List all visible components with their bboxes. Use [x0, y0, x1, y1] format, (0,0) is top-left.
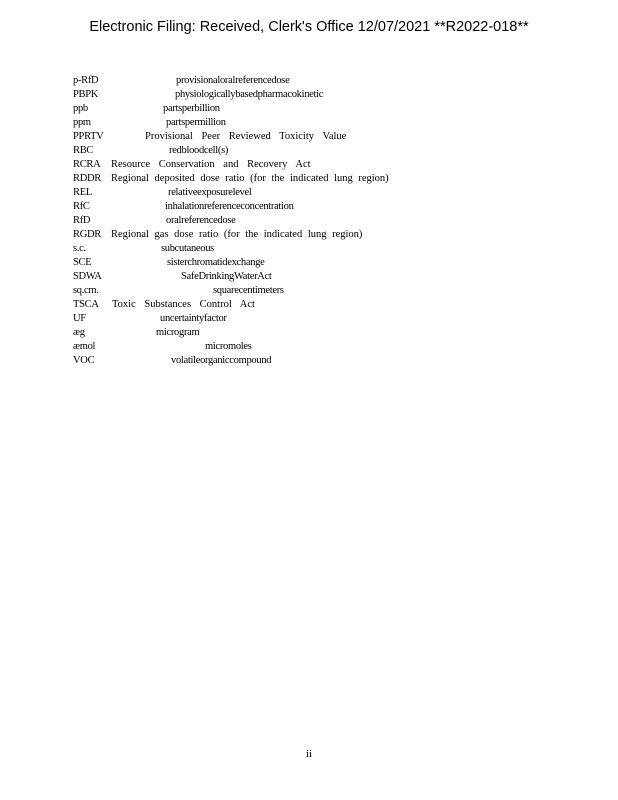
abbreviation-row: [73, 298, 593, 312]
abbreviation-term: SDWA: [73, 271, 102, 282]
abbreviation-row: [73, 312, 593, 326]
abbreviation-definition: uncertaintyfactor: [160, 313, 227, 324]
abbreviation-term: RBC: [73, 145, 94, 156]
abbreviation-term: REL: [73, 187, 92, 198]
abbreviation-row: [73, 144, 593, 158]
abbreviation-term: s.c.: [73, 243, 86, 254]
abbreviation-term: VOC: [73, 355, 95, 366]
abbreviation-definition: subcutaneous: [161, 243, 214, 254]
abbreviation-term: PPRTV: [73, 131, 104, 142]
abbreviation-row: [73, 354, 593, 368]
abbreviation-term: SCE: [73, 257, 92, 268]
abbreviation-row: [73, 74, 593, 88]
abbreviation-definition: micromoles: [205, 341, 252, 352]
abbreviation-term: RGDR: [73, 229, 101, 240]
abbreviation-row: [73, 186, 593, 200]
abbreviation-row: [73, 270, 593, 284]
abbreviation-definition: redbloodcell(s): [169, 145, 229, 156]
abbreviation-definition: Resource Conservation and Recovery Act: [111, 159, 311, 170]
abbreviation-row: [73, 102, 593, 116]
abbreviation-definition: inhalationreferenceconcentration: [165, 201, 294, 212]
abbreviation-definition: Regional gas dose ratio (for the indicated lung region): [111, 229, 363, 240]
abbreviation-definition: squarecentimeters: [213, 285, 284, 296]
abbreviation-row: [73, 340, 593, 354]
abbreviation-row: [73, 256, 593, 270]
abbreviation-row: [73, 172, 593, 186]
abbreviation-row: [73, 88, 593, 102]
abbreviation-definition: Provisional Peer Reviewed Toxicity Value: [145, 131, 347, 142]
abbreviation-term: æmol: [73, 341, 96, 352]
abbreviation-row: [73, 200, 593, 214]
abbreviation-definition: sisterchromatidexchange: [167, 257, 265, 268]
abbreviation-definition: physiologicallybasedpharmacokinetic: [175, 89, 324, 100]
abbreviation-row: [73, 242, 593, 256]
abbreviation-definition: Regional deposited dose ratio (for the indicated lung region): [111, 173, 389, 184]
abbreviation-definition: microgram: [156, 327, 200, 338]
abbreviation-row: [73, 116, 593, 130]
abbreviation-term: RfD: [73, 215, 91, 226]
filing-header: Electronic Filing: Received, Clerk's Office 12/07/2021 **R2022-018**: [89, 19, 529, 35]
abbreviation-term: æg: [73, 327, 85, 338]
page-number: ii: [305, 748, 313, 760]
abbreviation-term: TSCA: [73, 299, 99, 310]
abbreviation-row: [73, 130, 593, 144]
abbreviation-row: [73, 326, 593, 340]
abbreviation-definition: oralreferencedose: [166, 215, 236, 226]
abbreviation-term: p-RfD: [73, 75, 99, 86]
abbreviation-term: RCRA: [73, 159, 101, 170]
abbreviation-list: [73, 74, 593, 368]
abbreviation-row: [73, 214, 593, 228]
abbreviation-definition: SafeDrinkingWaterAct: [181, 271, 272, 282]
abbreviation-term: PBPK: [73, 89, 99, 100]
abbreviation-term: RfC: [73, 201, 90, 212]
abbreviation-definition: relativeexposurelevel: [168, 187, 252, 198]
abbreviation-definition: partsperbillion: [163, 103, 220, 114]
abbreviation-term: ppb: [73, 103, 88, 114]
abbreviation-row: [73, 158, 593, 172]
abbreviation-term: RDDR: [73, 173, 101, 184]
abbreviation-row: [73, 228, 593, 242]
abbreviation-row: [73, 284, 593, 298]
abbreviation-definition: provisionaloralreferencedose: [176, 75, 290, 86]
abbreviation-term: ppm: [73, 117, 91, 128]
abbreviation-definition: partspermillion: [166, 117, 226, 128]
abbreviation-term: sq.cm.: [73, 285, 99, 296]
abbreviation-definition: volatileorganiccompound: [171, 355, 272, 366]
abbreviation-term: UF: [73, 313, 86, 324]
abbreviation-definition: Toxic Substances Control Act: [112, 299, 255, 310]
